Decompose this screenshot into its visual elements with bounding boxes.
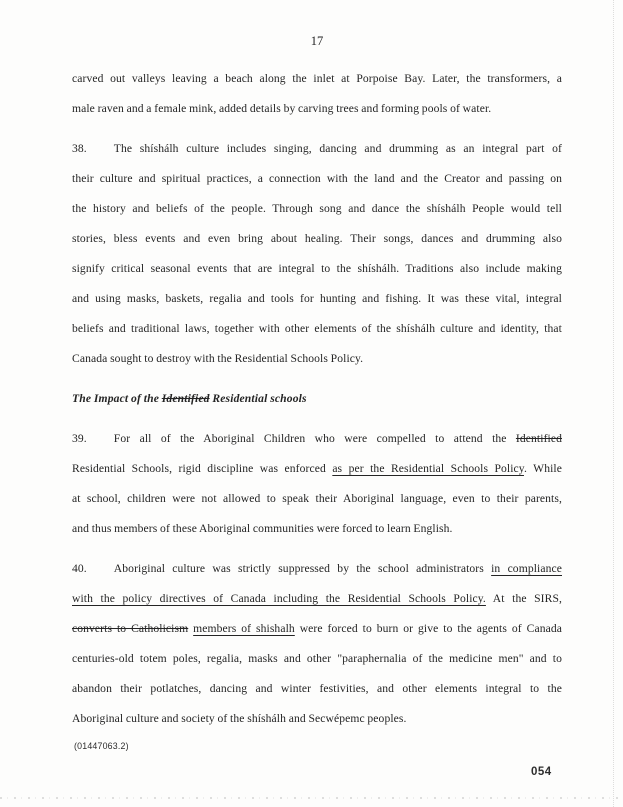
text-segment: Aboriginal culture was strictly suppressed by the school administrators xyxy=(113,562,492,575)
text-line xyxy=(72,704,562,734)
text-segment: centuries-old totem poles, regalia, masks and other "paraphernalia of the medicine men" and to xyxy=(72,652,562,665)
text-line xyxy=(72,314,562,344)
document-body xyxy=(72,64,562,744)
struck-text: Identified xyxy=(515,432,562,445)
text-segment: The Impact of the xyxy=(72,392,162,405)
text-segment: the history and beliefs of the people. Through song and dance the shíshálh People would tell xyxy=(72,202,562,215)
para-carryover xyxy=(72,64,562,124)
text-line xyxy=(72,484,562,514)
text-line xyxy=(72,224,562,254)
scan-bottom-artifact xyxy=(0,797,623,799)
text-segment: carved out valleys leaving a beach along the inlet at Porpoise Bay. Later, the transformers, a xyxy=(72,72,562,85)
text-line xyxy=(72,514,562,544)
text-line xyxy=(72,644,562,674)
underlined-text: as per the Residential Schools Policy xyxy=(332,462,524,475)
para-40 xyxy=(72,554,562,734)
paragraph-number: 40. xyxy=(72,562,87,575)
page-number: 17 xyxy=(310,34,324,48)
text-segment: The shíshálh culture includes singing, dancing and drumming as an integral part of xyxy=(113,142,562,155)
paragraph-number: 39. xyxy=(72,432,87,445)
text-segment: For all of the Aboriginal Children who were compelled to attend the xyxy=(113,432,516,445)
text-segment: were forced to burn or give to the agents of Canada xyxy=(294,622,563,635)
text-segment: abandon their potlatches, dancing and winter festivities, and other elements integral to the xyxy=(72,682,562,695)
underlined-text: with the policy directives of Canada including the Residential Schools Policy. xyxy=(72,592,486,605)
text-segment: at school, children were not allowed to speak their Aboriginal language, even to their parents, xyxy=(72,492,562,505)
text-line xyxy=(72,454,562,484)
text-segment: . While xyxy=(523,462,562,475)
text-line xyxy=(72,584,562,614)
struck-text: converts to Catholicism xyxy=(72,622,189,635)
text-line xyxy=(72,614,562,644)
text-line xyxy=(72,194,562,224)
text-line xyxy=(72,554,562,584)
text-line xyxy=(72,94,562,124)
bates-stamp-number: 054 xyxy=(531,766,552,778)
heading-impact-of-residential-schools xyxy=(72,384,562,414)
text-line xyxy=(72,284,562,314)
doc-management-number: (01447063.2) xyxy=(74,741,129,751)
text-line xyxy=(72,424,562,454)
para-39 xyxy=(72,424,562,544)
text-segment: and using masks, baskets, regalia and tools for hunting and fishing. It was these vital, integral xyxy=(72,292,562,305)
text-segment: At the SIRS, xyxy=(485,592,563,605)
text-line xyxy=(72,254,562,284)
text-segment: their culture and spiritual practices, a connection with the land and the Creator and passing on xyxy=(72,172,562,185)
text-segment: signify critical seasonal events that are integral to the shíshálh. Traditions also include making xyxy=(72,262,562,275)
text-segment: stories, bless events and even bring about healing. Their songs, dances and drumming also xyxy=(72,232,562,245)
para-38 xyxy=(72,134,562,374)
scan-edge-artifact xyxy=(613,0,614,807)
text-segment: Residential schools xyxy=(209,392,307,405)
paragraph-number: 38. xyxy=(72,142,87,155)
text-segment: and thus members of these Aboriginal communities were forced to learn English. xyxy=(72,522,453,535)
text-line xyxy=(72,344,562,374)
underlined-text: members of shishalh xyxy=(193,622,295,635)
text-segment: male raven and a female mink, added details by carving trees and forming pools of water. xyxy=(72,102,492,115)
text-line xyxy=(72,64,562,94)
text-line xyxy=(72,384,562,414)
text-line xyxy=(72,674,562,704)
struck-text: Identified xyxy=(161,392,210,405)
text-line xyxy=(72,134,562,164)
text-segment: Canada sought to destroy with the Residential Schools Policy. xyxy=(72,352,364,365)
text-segment: Residential Schools, rigid discipline was enforced xyxy=(72,462,333,475)
text-segment: beliefs and traditional laws, together with other elements of the shíshálh culture and identity, that xyxy=(72,322,562,335)
text-segment: Aboriginal culture and society of the shíshálh and Secwépemc peoples. xyxy=(72,712,407,725)
underlined-text: in compliance xyxy=(491,562,562,575)
text-line xyxy=(72,164,562,194)
